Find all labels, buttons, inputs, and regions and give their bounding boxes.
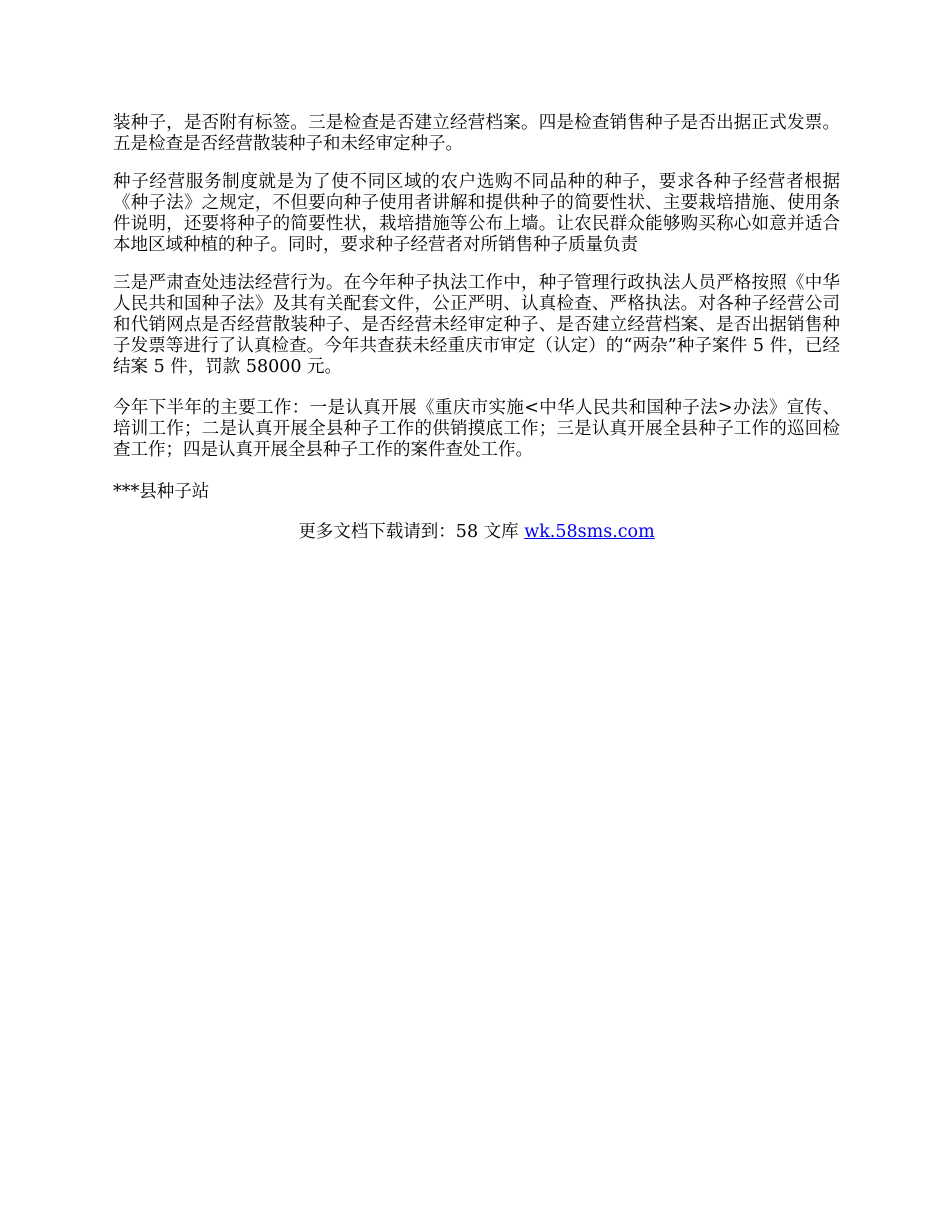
- document-page: [113, 113, 840, 543]
- footer-link[interactable]: wk.58sms.com: [524, 522, 655, 542]
- footer-text: 更多文档下载请到：58 文库: [298, 522, 525, 542]
- signature: ***县种子站: [113, 482, 210, 502]
- paragraph-service-system: 种子经营服务制度就是为了使不同区域的农户选购不同品种的种子，要求各种子经营者根据《种子法》之规定，不但要向种子使用者讲解和提供种子的简要性状、主要栽培措施、使用条件说明，还要将种子的简要性状，栽培措施等公布上墙。让农民群众能够购买称心如意并适合本地区域种植的种子。同时，要求种子经营者对所销售种子质量负责: [113, 172, 840, 255]
- paragraph-enforcement: 三是严肃查处违法经营行为。在今年种子执法工作中，种子管理行政执法人员严格按照《中华人民共和国种子法》及其有关配套文件，公正严明、认真检查、严格执法。对各种子经营公司和代销网点是否经营散装种子、是否经营未经审定种子、是否建立经营档案、是否出据销售种子发票等进行了认真检查。今年共查获未经重庆市审定（认定）的“两杂”种子案件 5 件，已经结案 5 件，罚款 58000 元。: [113, 273, 840, 377]
- footer: [113, 522, 840, 543]
- paragraph-second-half-plan: 今年下半年的主要工作：一是认真开展《重庆市实施<中华人民共和国种子法>办法》宣传、培训工作；二是认真开展全县种子工作的供销摸底工作；三是认真开展全县种子工作的巡回检查工作；四是认真开展全县种子工作的案件查处工作。: [113, 398, 840, 460]
- paragraph-inspection-items: 装种子，是否附有标签。三是检查是否建立经营档案。四是检查销售种子是否出据正式发票。五是检查是否经营散装种子和未经审定种子。: [113, 113, 840, 154]
